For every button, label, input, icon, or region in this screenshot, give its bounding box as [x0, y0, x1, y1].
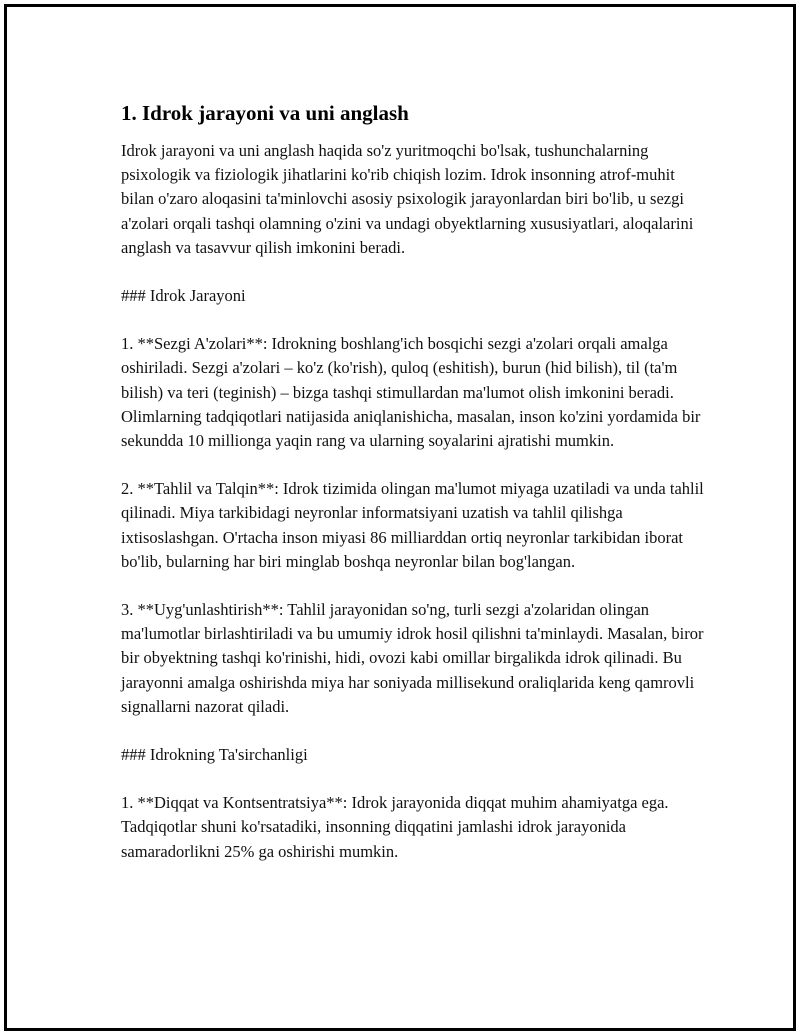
list-item-tahlil-va-talqin: 2. **Tahlil va Talqin**: Idrok tizimida olingan ma'lumot miyaga uzatiladi va unda tahlil qilinadi. Miya tarkibidagi neyronlar informatsiyani uzatish va tahlil qilishga ixtisoslashgan. O'rtacha inson miyasi 86 milliarddan ortiq neyronlar tarkibidan iborat bo'lib, bularning har biri minglab boshqa neyronlar bilan bog'langan. — [121, 479, 704, 571]
document-title: 1. Idrok jarayoni va uni anglash — [121, 101, 409, 125]
list-item-sezgi-azolari: 1. **Sezgi A'zolari**: Idrokning boshlang'ich bosqichi sezgi a'zolari orqali amalga oshiriladi. Sezgi a'zolari – ko'z (ko'rish), quloq (eshitish), burun (hid bilish), til (ta'm bilish) va teri (teginish) – bizga tashqi stimullardan ma'lumot olish imkonini beradi. Olimlarning tadqiqotlari natijasida aniqlanishicha, masalan, inson ko'zini yordamida bir sekundda 10 millionga yaqin rang va ularning soyalarini ajratishi mumkin. — [121, 334, 701, 451]
page-frame — [4, 4, 796, 1031]
document-body — [121, 99, 711, 888]
list-item-uygunlashtirish: 3. **Uyg'unlashtirish**: Tahlil jarayonidan so'ng, turli sezgi a'zolaridan olingan ma'lumotlar birlashtiriladi va bu umumiy idrok hosil qilishni ta'minlaydi. Masalan, biror bir obyektning tashqi ko'rinishi, hidi, ovozi kabi omillar birgalikda idrok qilinadi. Bu jarayonni amalga oshirishda miya har soniyada millisekund oraliqlarida keng qamrovli signallarni nazorat qiladi. — [121, 600, 704, 716]
list-item-diqqat-va-kontsentratsiya: 1. **Diqqat va Kontsentratsiya**: Idrok jarayonida diqqat muhim ahamiyatga ega. Tadqiqotlar shuni ko'rsatadiki, insonning diqqatini jamlashi idrok jarayonida samaradorlikni 25% ga oshirishi mumkin. — [121, 793, 669, 861]
section-heading-idrokning-tasirchanligi: ### Idrokning Ta'sirchanligi — [121, 745, 308, 765]
intro-paragraph: Idrok jarayoni va uni anglash haqida so'z yuritmoqchi bo'lsak, tushunchalarning psixologik va fiziologik jihatlarini ko'rib chiqish lozim. Idrok insonning atrof-muhit bilan o'zaro aloqasini ta'minlovchi asosiy psixologik jarayonlardan biri bo'lib, u sezgi a'zolari orqali tashqi olamning o'zini va undagi obyektlarning xususiyatlari, aloqalarini anglash va tasavvur qilish imkonini beradi. — [121, 141, 694, 257]
section-heading-idrok-jarayoni: ### Idrok Jarayoni — [121, 286, 246, 306]
